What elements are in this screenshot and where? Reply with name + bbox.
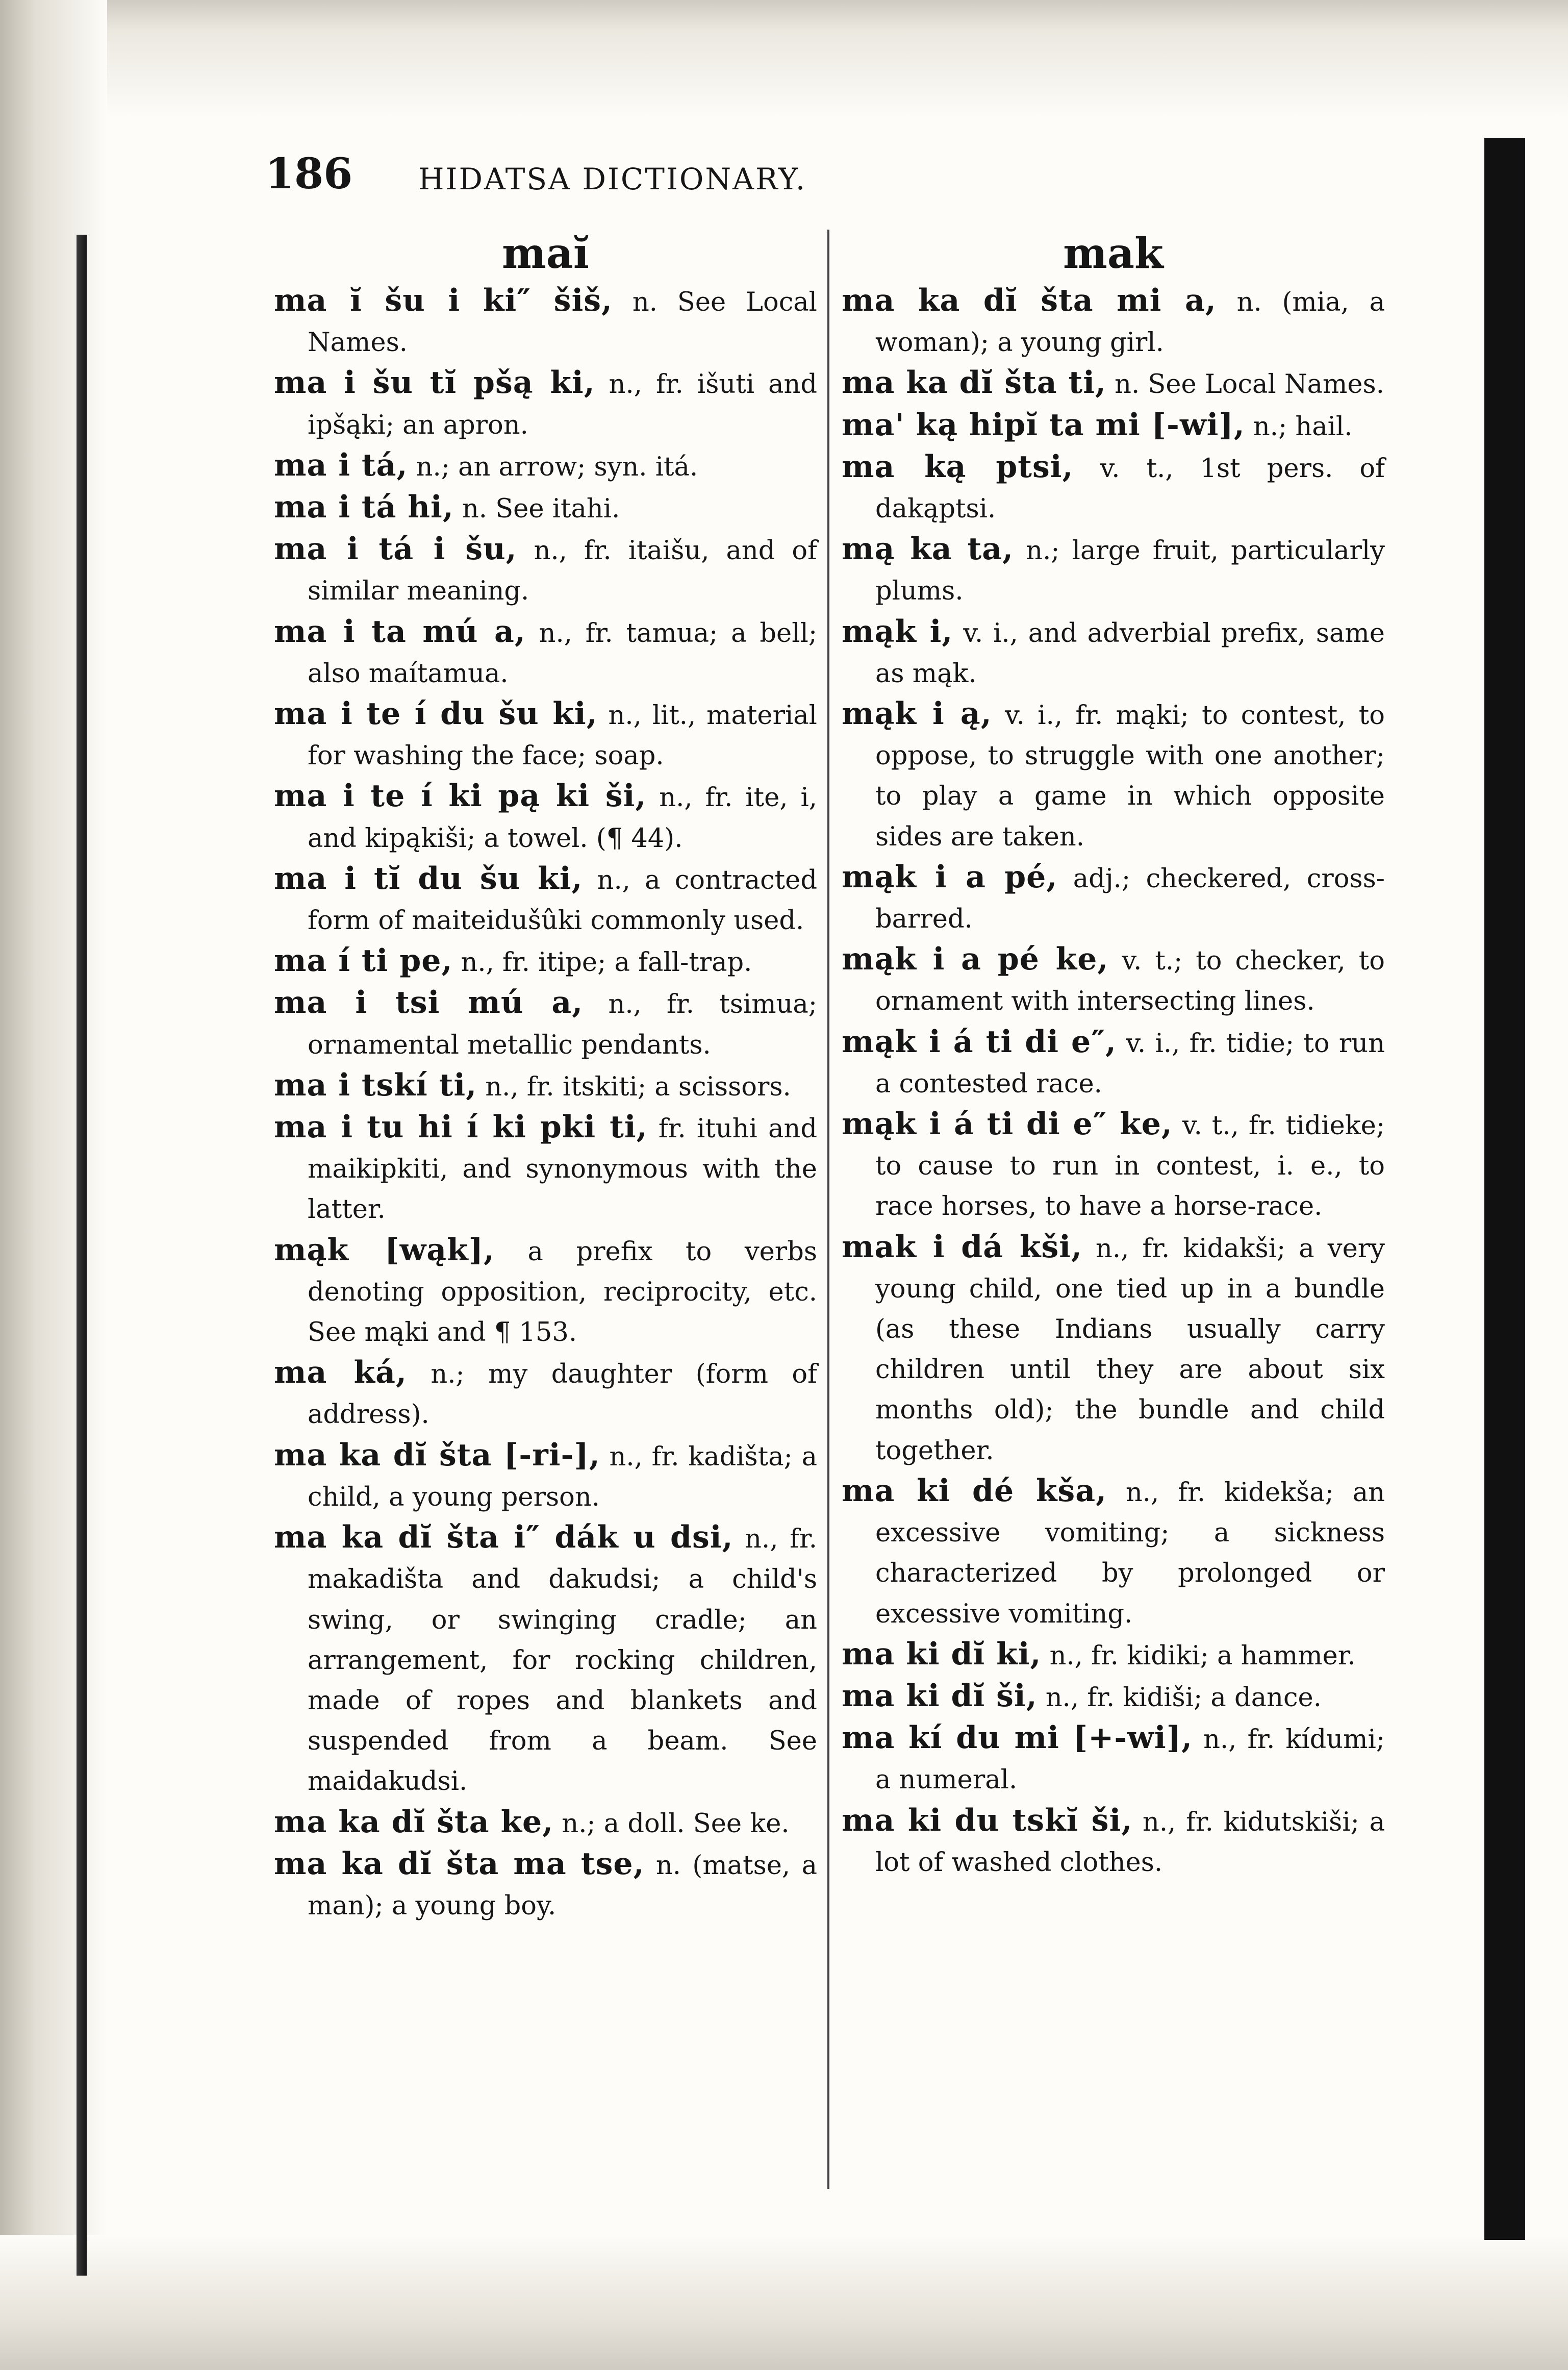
entry-definition: n., fr. tsimua; ornamental metallic pendants. [308,989,817,1060]
dictionary-entry [274,529,817,611]
entry-definition: n., fr. kadišta; a child, a young person. [308,1441,817,1512]
dictionary-entry [274,612,817,694]
entry-headword: mąk i á ti di e″, [842,1024,1117,1060]
dictionary-entry [842,363,1385,405]
entry-definition: n. See itahi. [462,494,620,525]
entry-headword: ma i tu hi í ki pki ti, [274,1109,648,1145]
right-column [842,229,1385,1883]
entry-definition: adj.; checkered, cross-barred. [875,863,1385,935]
binding-edge-left [77,235,87,2276]
entry-definition: v. t., fr. tidieke; to cause to run in contest, i. e., to race horses, to have a horse-race. [875,1111,1385,1222]
dictionary-entry [842,1104,1385,1227]
entry-headword: ma' ką hipĭ ta mi [-wi], [842,407,1245,443]
entry-definition: n., fr. kidekša; an excessive vomiting; a sickness characterized by prolonged or excessive vomiting. [875,1477,1385,1629]
dictionary-entry [274,445,817,487]
entry-headword: ma i tá, [274,447,408,483]
column-divider [827,230,829,2189]
binding-edge-right [1484,138,1525,2240]
dictionary-entry [274,1517,817,1802]
entry-definition: v. i., fr. mąki; to contest, to oppose, to struggle with one another; to play a game in which opposite sides are taken. [875,701,1385,852]
entry-definition: n., fr. tamua; a bell; also maítamua. [308,618,817,689]
entry-definition: n. (matse, a man); a young boy. [308,1850,817,1921]
entry-headword: ma ki du tskĭ ši, [842,1802,1133,1838]
dictionary-entry [842,1718,1385,1800]
dictionary-entry [842,612,1385,694]
entry-headword: ma i te í du šu ki, [274,696,598,732]
entry-headword: ma í ti pe, [274,943,453,979]
entry-headword: ma ĭ šu i ki″ šiš, [274,283,613,318]
entry-headword: mąk [wąk], [274,1232,495,1268]
entry-headword: mąk i á ti di e″ ke, [842,1106,1173,1142]
entry-definition: a prefix to verbs denoting opposition, reciprocity, etc. See mąki and ¶ 153. [308,1236,818,1348]
entry-definition: n., fr. kidiši; a dance. [1045,1682,1322,1713]
entry-headword: ma ka dĭ šta [-ri-], [274,1437,600,1473]
dictionary-entry [842,1471,1385,1634]
dictionary-entry [842,405,1385,447]
right-entry-list [842,281,1385,1883]
entry-headword: ma ka dĭ šta ke, [274,1804,554,1840]
entry-definition: n., fr. itaišu, and of similar meaning. [308,536,817,607]
entry-definition: n.; an arrow; syn. itá. [416,452,698,482]
entry-definition: n., fr. kidiki; a hammer. [1049,1640,1356,1671]
entry-definition: n., a contracted form of maiteidušûki commonly used. [308,865,817,936]
entry-headword: ma ka dĭ šta ti, [842,365,1106,401]
entry-definition: n., fr. ite, i, and kipąkiši; a towel. (¶ 44). [308,783,817,854]
dictionary-entry [274,983,817,1065]
entry-headword: mąk i, [842,613,953,650]
entry-headword: ma i ta mú a, [274,613,526,650]
entry-headword: ma ką ptsi, [842,448,1074,485]
dictionary-entry [842,1676,1385,1718]
entry-definition: n., fr. itskiti; a scissors. [485,1071,791,1102]
entry-headword: mąk i a pé, [842,859,1058,895]
dictionary-entry [274,694,817,776]
entry-headword: ma i tĭ du šu ki, [274,860,583,896]
entry-headword: ma i tá i šu, [274,531,517,567]
dictionary-entry [274,1230,817,1353]
entry-definition: v. i., fr. tidie; to run a contested race. [875,1028,1385,1099]
dictionary-entry [842,939,1385,1021]
entry-definition: n., fr. kídumi; a numeral. [875,1725,1385,1795]
entry-definition: n.; a doll. See ke. [562,1808,790,1839]
entry-headword: mąk i a pé ke, [842,941,1109,978]
page-edge-shadow-bottom [0,2235,1568,2370]
dictionary-entry [842,1227,1385,1471]
entry-definition: v. t., 1st pers. of dakąptsi. [875,453,1385,525]
entry-definition: n., lit., material for washing the face; soap. [308,701,817,771]
dictionary-entry [842,1634,1385,1676]
entry-headword: ma i te í ki pą ki ši, [274,778,647,814]
entry-definition: n.; my daughter (form of address). [308,1359,817,1430]
entry-headword: ma ki dĭ ki, [842,1636,1042,1672]
right-guide-word: mak [1063,229,1164,278]
entry-headword: mak i dá kši, [842,1229,1082,1265]
left-column [274,229,818,1926]
entry-definition: n., fr. išuti and ipšąki; an apron. [308,369,817,440]
dictionary-entry [274,281,817,363]
left-guide-word: maĭ [501,229,590,278]
entry-definition: n., fr. itipe; a fall-trap. [461,947,752,978]
entry-headword: ma ka dĭ šta ma tse, [274,1845,645,1882]
page-edge-shadow-top [0,0,1568,117]
entry-headword: ma ki dé kša, [842,1473,1107,1509]
entry-definition: v. t.; to checker, to ornament with intersecting lines. [875,946,1385,1017]
dictionary-entry [842,1801,1385,1883]
dictionary-entry [274,1107,817,1230]
dictionary-entry [842,447,1385,529]
dictionary-entry [274,1353,817,1435]
page-number: 186 [265,149,353,198]
entry-definition: n.; large fruit, particularly plums. [875,536,1385,607]
dictionary-entry [842,857,1385,939]
entry-definition: v. i., and adverbial prefix, same as mąk. [875,618,1385,689]
dictionary-entry [274,1844,817,1926]
running-head [265,164,1030,194]
entry-headword: ma ká, [274,1355,407,1391]
dictionary-entry [274,1435,817,1517]
dictionary-entry [274,487,817,529]
dictionary-entry [274,1802,817,1844]
page-edge-shadow-left [0,0,107,2370]
entry-headword: ma i šu tĭ pšą ki, [274,365,595,401]
entry-headword: ma ka dĭ šta i″ dák u dsi, [274,1519,734,1556]
dictionary-entry [842,529,1385,611]
dictionary-entry [842,1022,1385,1104]
entry-definition: n., fr. kidutskiši; a lot of washed clothes. [875,1807,1385,1878]
entry-definition: n., fr. kidakši; a very young child, one tied up in a bundle (as these Indians usually carry children until they are about six months old); the bundle and child together. [875,1233,1385,1466]
dictionary-entry [842,694,1385,857]
dictionary-entry [274,1065,817,1107]
entry-headword: ma i tá hi, [274,489,454,526]
dictionary-entry [274,776,817,858]
entry-headword: ma kí du mi [+-wi], [842,1720,1193,1756]
entry-headword: ma i tskí ti, [274,1067,477,1103]
entry-definition: fr. ituhi and maikipkiti, and synonymous with the latter. [308,1114,817,1225]
entry-headword: ma i tsi mú a, [274,985,584,1021]
dictionary-entry [274,363,817,445]
entry-headword: mąk i ą, [842,696,992,732]
entry-definition: n. See Local Names. [1115,369,1384,400]
entry-headword: ma ka dĭ šta mi a, [842,283,1217,318]
entry-headword: ma ki dĭ ši, [842,1678,1038,1714]
left-entry-list [274,281,817,1926]
dictionary-entry [274,859,817,941]
entry-definition: n. (mia, a woman); a young girl. [875,287,1385,358]
entry-definition: n., fr. makadišta and dakudsi; a child's swing, or swinging cradle; an arrangement, for rocking children, made of ropes and blankets and suspended from a beam. See maidakudsi. [308,1524,817,1797]
dictionary-entry [274,941,817,983]
running-head-text: HIDATSA DICTIONARY. [418,162,807,196]
dictionary-entry [842,281,1385,363]
entry-definition: n. See Local Names. [308,287,817,358]
entry-definition: n.; hail. [1253,411,1353,442]
entry-headword: mą ka ta, [842,531,1014,567]
